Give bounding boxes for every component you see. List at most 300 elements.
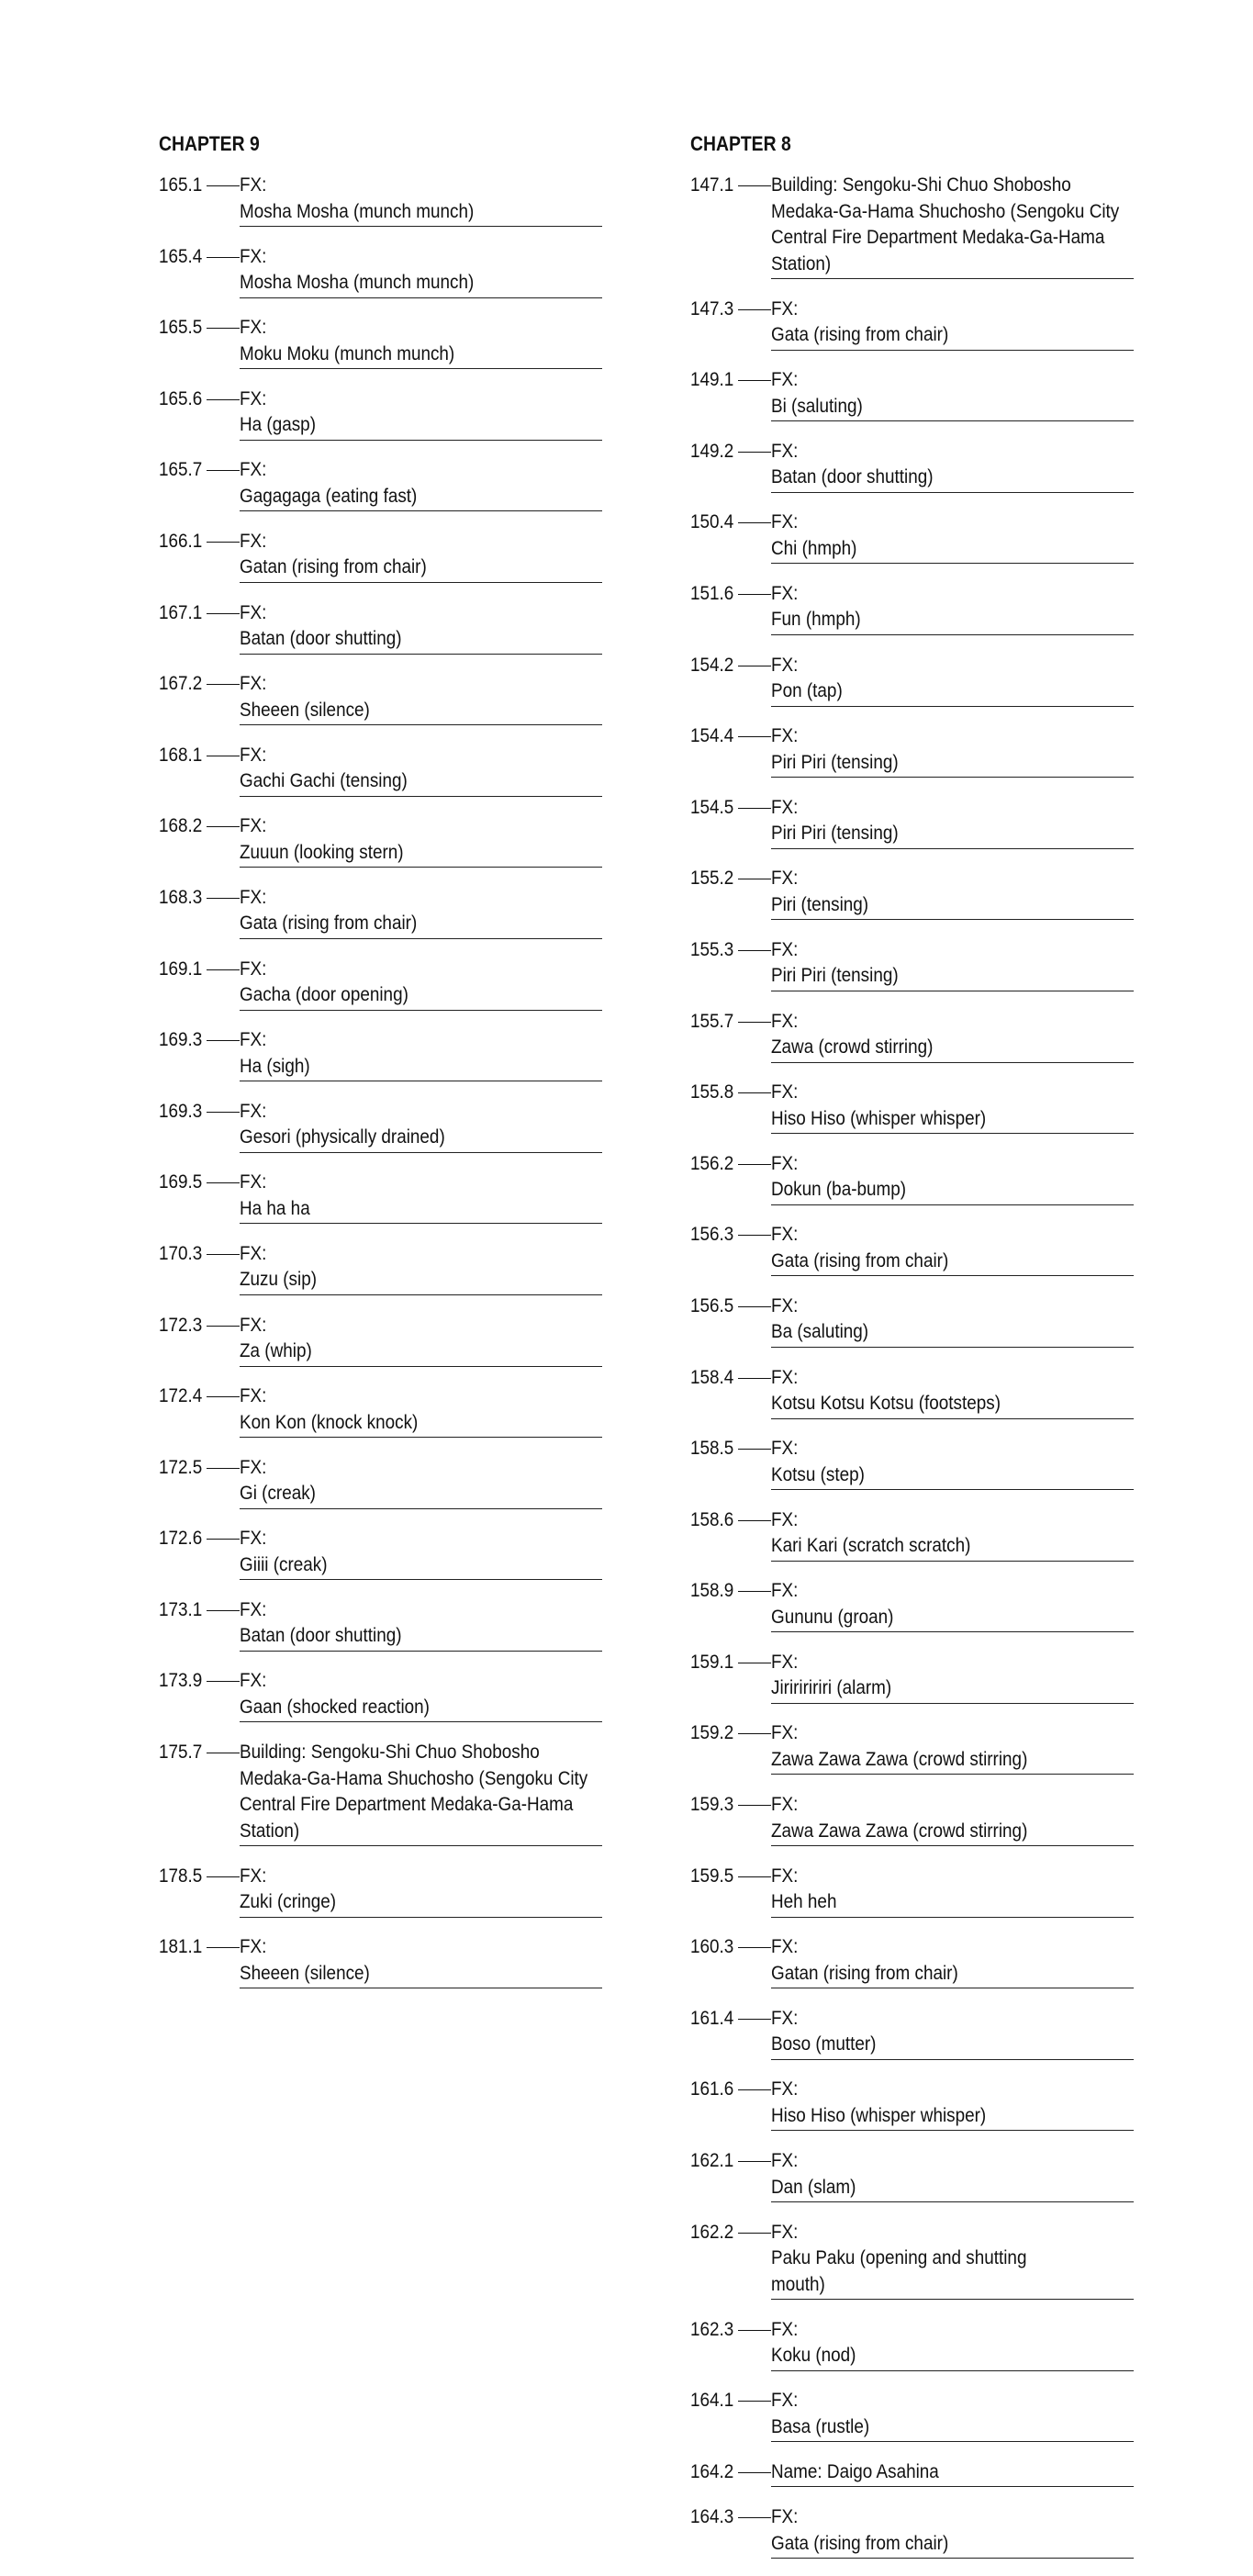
page-ref: 169.5 bbox=[159, 1171, 203, 1193]
page-ref: 160.3 bbox=[690, 1936, 734, 1958]
leader-dash bbox=[738, 2233, 771, 2234]
entry-body bbox=[771, 2077, 1134, 2131]
page-ref: 154.5 bbox=[690, 796, 734, 818]
list-item bbox=[690, 2077, 1134, 2131]
fx-label: FX: bbox=[240, 1171, 267, 1193]
entry-text: Gatan (rising from chair) bbox=[771, 1962, 958, 1984]
page-ref: 165.4 bbox=[159, 245, 203, 267]
page-ref: 167.1 bbox=[159, 601, 203, 623]
fx-label: FX: bbox=[771, 1152, 799, 1174]
leader-dash bbox=[207, 1112, 240, 1113]
entry-body bbox=[771, 937, 1134, 991]
entry-body bbox=[240, 813, 602, 868]
entry-body bbox=[240, 1241, 602, 1295]
leader-dash bbox=[738, 2019, 771, 2020]
entry-text: Pon (tap) bbox=[771, 680, 843, 702]
entry-text: Zawa Zawa Zawa (crowd stirring) bbox=[771, 1748, 1028, 1770]
entry-text: Zuzu (sip) bbox=[240, 1269, 318, 1291]
page-ref: 156.2 bbox=[690, 1152, 734, 1174]
entry-text: Gachi Gachi (tensing) bbox=[240, 770, 408, 792]
entry-text: Kari Kari (scratch scratch) bbox=[771, 1535, 971, 1557]
leader-dash bbox=[738, 1022, 771, 1023]
chapter-8-column bbox=[690, 129, 1134, 2576]
entry-body bbox=[771, 795, 1134, 849]
list-item bbox=[159, 1099, 602, 1153]
entry-text: Sheeen (silence) bbox=[240, 699, 370, 721]
page-ref: 159.3 bbox=[690, 1794, 734, 1816]
fx-label: FX: bbox=[240, 1029, 267, 1051]
leader-dash bbox=[207, 613, 240, 614]
entry-text: Ha ha ha bbox=[240, 1197, 310, 1219]
leader-dash bbox=[738, 309, 771, 310]
leader-dash bbox=[738, 808, 771, 809]
entry-body bbox=[240, 1313, 602, 1367]
fx-label: FX: bbox=[771, 1722, 799, 1744]
page-ref: 178.5 bbox=[159, 1865, 203, 1887]
page-ref: 158.5 bbox=[690, 1438, 734, 1460]
entry-text: Sheeen (silence) bbox=[240, 1962, 370, 1984]
entry-body bbox=[240, 885, 602, 939]
list-item bbox=[690, 1222, 1134, 1276]
leader-dash bbox=[738, 1805, 771, 1806]
entry-body bbox=[240, 1864, 602, 1918]
page-ref: 165.6 bbox=[159, 387, 203, 409]
entry-text: Mosha Mosha (munch munch) bbox=[240, 272, 475, 294]
leader-dash bbox=[738, 1306, 771, 1307]
leader-dash bbox=[207, 1539, 240, 1540]
list-item bbox=[690, 173, 1134, 279]
leader-dash bbox=[738, 1164, 771, 1165]
entry-body bbox=[240, 743, 602, 797]
entry-text: Building: Sengoku-Shi Chuo Shobosho Medaka-Ga-Hama Shuchosho (Sengoku City Central Fire Department Medaka-Ga-Hama Station) bbox=[240, 1742, 588, 1842]
page-ref: 161.6 bbox=[690, 2078, 734, 2100]
page-ref: 165.7 bbox=[159, 459, 203, 481]
fx-label: FX: bbox=[771, 868, 799, 890]
fx-label: FX: bbox=[771, 511, 799, 533]
entry-body bbox=[771, 581, 1134, 635]
entry-text: Fun (hmph) bbox=[771, 609, 861, 631]
list-item bbox=[690, 723, 1134, 778]
entry-body bbox=[240, 1099, 602, 1153]
fx-label: FX: bbox=[240, 1385, 267, 1407]
list-item bbox=[159, 1668, 602, 1722]
fx-label: FX: bbox=[771, 2078, 799, 2100]
list-item bbox=[159, 957, 602, 1011]
leader-dash bbox=[207, 1396, 240, 1397]
leader-dash bbox=[738, 1449, 771, 1450]
fx-label: FX: bbox=[771, 1508, 799, 1530]
entry-text: Gi (creak) bbox=[240, 1483, 316, 1505]
entry-text: Zawa Zawa Zawa (crowd stirring) bbox=[771, 1820, 1028, 1842]
leader-dash bbox=[738, 2161, 771, 2162]
entry-body bbox=[240, 1668, 602, 1722]
page-ref: 161.4 bbox=[690, 2007, 734, 2029]
fx-label: FX: bbox=[771, 369, 799, 391]
entry-text: Zuuun (looking stern) bbox=[240, 841, 404, 863]
list-item bbox=[690, 2220, 1134, 2301]
fx-label: FX: bbox=[240, 1598, 267, 1620]
fx-label: FX: bbox=[240, 530, 267, 552]
chapter-9-column bbox=[159, 129, 602, 2006]
entry-body bbox=[240, 1934, 602, 1988]
entry-body bbox=[771, 1720, 1134, 1775]
entry-text: Gagagaga (eating fast) bbox=[240, 485, 418, 507]
page-ref: 149.1 bbox=[690, 369, 734, 391]
entry-text: Gatan (rising from chair) bbox=[240, 556, 427, 578]
page-ref: 155.8 bbox=[690, 1081, 734, 1103]
leader-dash bbox=[738, 1947, 771, 1948]
fx-label: FX: bbox=[771, 1651, 799, 1673]
list-item bbox=[159, 600, 602, 655]
list-item bbox=[690, 795, 1134, 849]
entry-body bbox=[240, 957, 602, 1011]
entry-text: Piri Piri (tensing) bbox=[771, 965, 899, 987]
leader-dash bbox=[207, 542, 240, 543]
fx-label: FX: bbox=[240, 459, 267, 481]
entry-body bbox=[240, 244, 602, 298]
entry-body bbox=[240, 1597, 602, 1652]
page-ref: 165.1 bbox=[159, 174, 203, 196]
list-item bbox=[159, 885, 602, 939]
fx-label: FX: bbox=[771, 1010, 799, 1032]
entry-body bbox=[771, 1151, 1134, 1205]
entry-text: Piri Piri (tensing) bbox=[771, 751, 899, 773]
list-item bbox=[690, 866, 1134, 920]
list-item bbox=[690, 1507, 1134, 1562]
entry-text: Chi (hmph) bbox=[771, 537, 857, 559]
entry-text: Batan (door shutting) bbox=[240, 628, 402, 650]
page-ref: 169.3 bbox=[159, 1029, 203, 1051]
list-item bbox=[690, 1720, 1134, 1775]
list-item bbox=[159, 671, 602, 725]
list-item bbox=[159, 315, 602, 369]
leader-dash bbox=[207, 1610, 240, 1611]
leader-dash bbox=[738, 522, 771, 523]
entry-body bbox=[771, 2388, 1134, 2442]
page-ref: 169.1 bbox=[159, 958, 203, 980]
entry-body bbox=[771, 2006, 1134, 2060]
entry-body bbox=[240, 1740, 602, 1846]
leader-dash bbox=[738, 1092, 771, 1093]
leader-dash bbox=[207, 826, 240, 827]
entry-text: Batan (door shutting) bbox=[240, 1625, 402, 1647]
page-ref: 164.3 bbox=[690, 2506, 734, 2527]
fx-label: FX: bbox=[771, 1224, 799, 1246]
list-item bbox=[690, 1009, 1134, 1063]
page-ref: 172.5 bbox=[159, 1456, 203, 1478]
leader-dash bbox=[207, 1040, 240, 1041]
leader-dash bbox=[207, 185, 240, 186]
entry-text: Gacha (door opening) bbox=[240, 984, 408, 1006]
entry-body bbox=[771, 1934, 1134, 1988]
list-item bbox=[159, 244, 602, 298]
entry-text: Koku (nod) bbox=[771, 2345, 856, 2367]
fx-label: FX: bbox=[771, 654, 799, 676]
fx-label: FX: bbox=[240, 1242, 267, 1264]
fx-label: FX: bbox=[240, 958, 267, 980]
page-ref: 150.4 bbox=[690, 511, 734, 533]
fx-label: FX: bbox=[771, 2007, 799, 2029]
entry-text: Batan (door shutting) bbox=[771, 466, 934, 488]
entry-text: Heh heh bbox=[771, 1891, 837, 1913]
fx-label: FX: bbox=[240, 673, 267, 695]
leader-dash bbox=[207, 328, 240, 329]
chapter-title: CHAPTER 9 bbox=[159, 132, 260, 155]
entry-body bbox=[771, 2220, 1134, 2301]
entry-body bbox=[240, 1383, 602, 1438]
leader-dash bbox=[738, 950, 771, 951]
leader-dash bbox=[207, 1947, 240, 1948]
fx-label: FX: bbox=[240, 886, 267, 908]
list-item bbox=[690, 1151, 1134, 1205]
page-ref: 162.1 bbox=[690, 2150, 734, 2172]
list-item bbox=[159, 1313, 602, 1367]
entry-body bbox=[771, 510, 1134, 564]
list-item bbox=[690, 2388, 1134, 2442]
fx-label: FX: bbox=[240, 1100, 267, 1122]
entry-text: Zuki (cringe) bbox=[240, 1891, 337, 1913]
list-item bbox=[159, 1027, 602, 1081]
list-item bbox=[690, 2459, 1134, 2488]
page-ref: 181.1 bbox=[159, 1936, 203, 1958]
page-ref: 168.1 bbox=[159, 744, 203, 766]
fx-label: FX: bbox=[771, 1794, 799, 1816]
entry-body bbox=[771, 653, 1134, 707]
page-ref: 164.1 bbox=[690, 2390, 734, 2412]
entry-text: Boso (mutter) bbox=[771, 2033, 877, 2055]
leader-dash bbox=[738, 2472, 771, 2473]
entry-body bbox=[771, 1222, 1134, 1276]
entry-body bbox=[771, 866, 1134, 920]
leader-dash bbox=[738, 1591, 771, 1592]
entry-text: Piri Piri (tensing) bbox=[771, 823, 899, 845]
leader-dash bbox=[207, 470, 240, 471]
list-item bbox=[690, 1436, 1134, 1490]
leader-dash bbox=[207, 257, 240, 258]
list-item bbox=[690, 1080, 1134, 1134]
list-item bbox=[159, 1597, 602, 1652]
page-ref: 162.3 bbox=[690, 2318, 734, 2340]
page-ref: 165.5 bbox=[159, 317, 203, 339]
fx-label: FX: bbox=[771, 1936, 799, 1958]
entry-text: Kon Kon (knock knock) bbox=[240, 1411, 419, 1433]
entry-text: Za (whip) bbox=[240, 1340, 312, 1361]
entry-text: Gata (rising from chair) bbox=[771, 1249, 949, 1271]
entry-body bbox=[240, 529, 602, 583]
list-item bbox=[690, 581, 1134, 635]
page-ref: 159.2 bbox=[690, 1722, 734, 1744]
list-item bbox=[159, 1170, 602, 1224]
list-item bbox=[159, 1455, 602, 1509]
entry-text: Gununu (groan) bbox=[771, 1606, 894, 1628]
entry-body bbox=[771, 439, 1134, 493]
entry-text: Hiso Hiso (whisper whisper) bbox=[771, 2104, 987, 2126]
page-ref: 147.3 bbox=[690, 297, 734, 319]
fx-label: FX: bbox=[240, 317, 267, 339]
page-ref: 168.3 bbox=[159, 886, 203, 908]
page-ref: 159.5 bbox=[690, 1865, 734, 1887]
entry-body bbox=[771, 1365, 1134, 1419]
fx-label: FX: bbox=[771, 1081, 799, 1103]
leader-dash bbox=[207, 898, 240, 899]
leader-dash bbox=[738, 1876, 771, 1877]
entry-body bbox=[771, 1792, 1134, 1846]
leader-dash bbox=[207, 684, 240, 685]
list-item bbox=[690, 653, 1134, 707]
entry-text: Gata (rising from chair) bbox=[240, 913, 418, 935]
list-item bbox=[690, 439, 1134, 493]
entry-text: Gaan (shocked reaction) bbox=[240, 1696, 430, 1718]
page-ref: 175.7 bbox=[159, 1742, 203, 1764]
leader-dash bbox=[738, 380, 771, 381]
entry-text: Name: Daigo Asahina bbox=[771, 2460, 939, 2482]
entry-body bbox=[771, 173, 1134, 279]
entry-text: Piri (tensing) bbox=[771, 893, 869, 915]
fx-label: FX: bbox=[240, 815, 267, 837]
fx-label: FX: bbox=[240, 1865, 267, 1887]
entry-body bbox=[771, 2148, 1134, 2202]
leader-dash bbox=[738, 2401, 771, 2402]
list-item bbox=[690, 2148, 1134, 2202]
entry-text: Ha (gasp) bbox=[240, 414, 316, 436]
entry-text: Kotsu Kotsu Kotsu (footsteps) bbox=[771, 1393, 1001, 1414]
entry-body bbox=[240, 173, 602, 227]
list-item bbox=[159, 1383, 602, 1438]
fx-label: FX: bbox=[240, 1314, 267, 1336]
list-item bbox=[159, 1526, 602, 1580]
page-ref: 168.2 bbox=[159, 815, 203, 837]
entry-body bbox=[771, 367, 1134, 421]
leader-dash bbox=[738, 736, 771, 737]
list-item bbox=[690, 2317, 1134, 2371]
list-item bbox=[159, 1864, 602, 1918]
entry-body bbox=[240, 1455, 602, 1509]
entry-text: Gata (rising from chair) bbox=[771, 324, 949, 346]
leader-dash bbox=[738, 452, 771, 453]
page-ref: 158.6 bbox=[690, 1508, 734, 1530]
fx-label: FX: bbox=[771, 725, 799, 747]
leader-dash bbox=[207, 969, 240, 970]
page-ref: 154.4 bbox=[690, 725, 734, 747]
entry-text: Building: Sengoku-Shi Chuo Shobosho Medaka-Ga-Hama Shuchosho (Sengoku City Central Fire Department Medaka-Ga-Hama Station) bbox=[771, 174, 1120, 274]
page-ref: 164.2 bbox=[690, 2460, 734, 2482]
entry-text: Paku Paku (opening and shutting mouth) bbox=[771, 2247, 1027, 2295]
entry-body bbox=[771, 1507, 1134, 1562]
page-ref: 158.9 bbox=[690, 1580, 734, 1602]
entry-body bbox=[240, 457, 602, 511]
fx-label: FX: bbox=[771, 796, 799, 818]
entry-body bbox=[771, 2504, 1134, 2559]
fx-label: FX: bbox=[240, 174, 267, 196]
fx-label: FX: bbox=[240, 744, 267, 766]
fx-label: FX: bbox=[771, 2390, 799, 2412]
list-item bbox=[690, 2504, 1134, 2559]
list-item bbox=[690, 1864, 1134, 1918]
fx-label: FX: bbox=[240, 245, 267, 267]
leader-dash bbox=[738, 594, 771, 595]
entry-body bbox=[771, 1578, 1134, 1632]
entry-text: Ha (sigh) bbox=[240, 1055, 310, 1077]
entry-body bbox=[771, 2317, 1134, 2371]
leader-dash bbox=[207, 1182, 240, 1183]
fx-label: FX: bbox=[771, 1366, 799, 1388]
fx-label: FX: bbox=[771, 582, 799, 604]
entry-body bbox=[240, 1027, 602, 1081]
page-ref: 172.3 bbox=[159, 1314, 203, 1336]
fx-label: FX: bbox=[771, 2221, 799, 2243]
page-ref: 159.1 bbox=[690, 1651, 734, 1673]
entry-body bbox=[240, 315, 602, 369]
leader-dash bbox=[738, 1378, 771, 1379]
entry-body bbox=[771, 1650, 1134, 1704]
list-item bbox=[159, 529, 602, 583]
list-item bbox=[690, 297, 1134, 351]
fx-label: FX: bbox=[240, 1456, 267, 1478]
entry-text: Moku Moku (munch munch) bbox=[240, 342, 455, 364]
leader-dash bbox=[738, 2089, 771, 2090]
list-item bbox=[690, 2006, 1134, 2060]
fx-label: FX: bbox=[771, 938, 799, 960]
page-ref: 151.6 bbox=[690, 582, 734, 604]
entry-text: Dan (slam) bbox=[771, 2176, 856, 2198]
fx-label: FX: bbox=[771, 1438, 799, 1460]
entry-body bbox=[240, 1526, 602, 1580]
page-ref: 167.2 bbox=[159, 673, 203, 695]
entry-text: Kotsu (step) bbox=[771, 1463, 865, 1485]
page-ref: 155.3 bbox=[690, 938, 734, 960]
leader-dash bbox=[738, 185, 771, 186]
page-ref: 155.7 bbox=[690, 1010, 734, 1032]
page-ref: 149.2 bbox=[690, 440, 734, 462]
entry-text: Gesori (physically drained) bbox=[240, 1126, 445, 1148]
fx-label: FX: bbox=[771, 297, 799, 319]
list-item bbox=[690, 1650, 1134, 1704]
fx-label: FX: bbox=[771, 2150, 799, 2172]
fx-label: FX: bbox=[240, 387, 267, 409]
leader-dash bbox=[207, 1681, 240, 1682]
page-ref: 172.6 bbox=[159, 1528, 203, 1550]
entry-body bbox=[240, 671, 602, 725]
list-item bbox=[159, 1934, 602, 1988]
list-item bbox=[690, 1792, 1134, 1846]
page-ref: 162.2 bbox=[690, 2221, 734, 2243]
page-ref: 154.2 bbox=[690, 654, 734, 676]
leader-dash bbox=[207, 399, 240, 400]
page-ref: 156.5 bbox=[690, 1294, 734, 1316]
fx-label: FX: bbox=[771, 440, 799, 462]
entry-body bbox=[771, 1436, 1134, 1490]
leader-dash bbox=[738, 1733, 771, 1734]
list-item bbox=[159, 1740, 602, 1846]
leader-dash bbox=[738, 1520, 771, 1521]
page-ref: 172.4 bbox=[159, 1385, 203, 1407]
leader-dash bbox=[738, 1235, 771, 1236]
entry-text: Gata (rising from chair) bbox=[771, 2532, 949, 2554]
fx-label: FX: bbox=[240, 1528, 267, 1550]
entry-text: Mosha Mosha (munch munch) bbox=[240, 200, 475, 222]
list-item bbox=[159, 386, 602, 441]
leader-dash bbox=[738, 2517, 771, 2518]
sfx-list bbox=[690, 173, 1134, 2559]
page-ref: 156.3 bbox=[690, 1224, 734, 1246]
list-item bbox=[690, 367, 1134, 421]
fx-label: FX: bbox=[771, 1580, 799, 1602]
list-item bbox=[690, 937, 1134, 991]
fx-label: FX: bbox=[240, 601, 267, 623]
list-item bbox=[159, 743, 602, 797]
entry-body bbox=[240, 386, 602, 441]
chapter-title: CHAPTER 8 bbox=[690, 132, 791, 155]
